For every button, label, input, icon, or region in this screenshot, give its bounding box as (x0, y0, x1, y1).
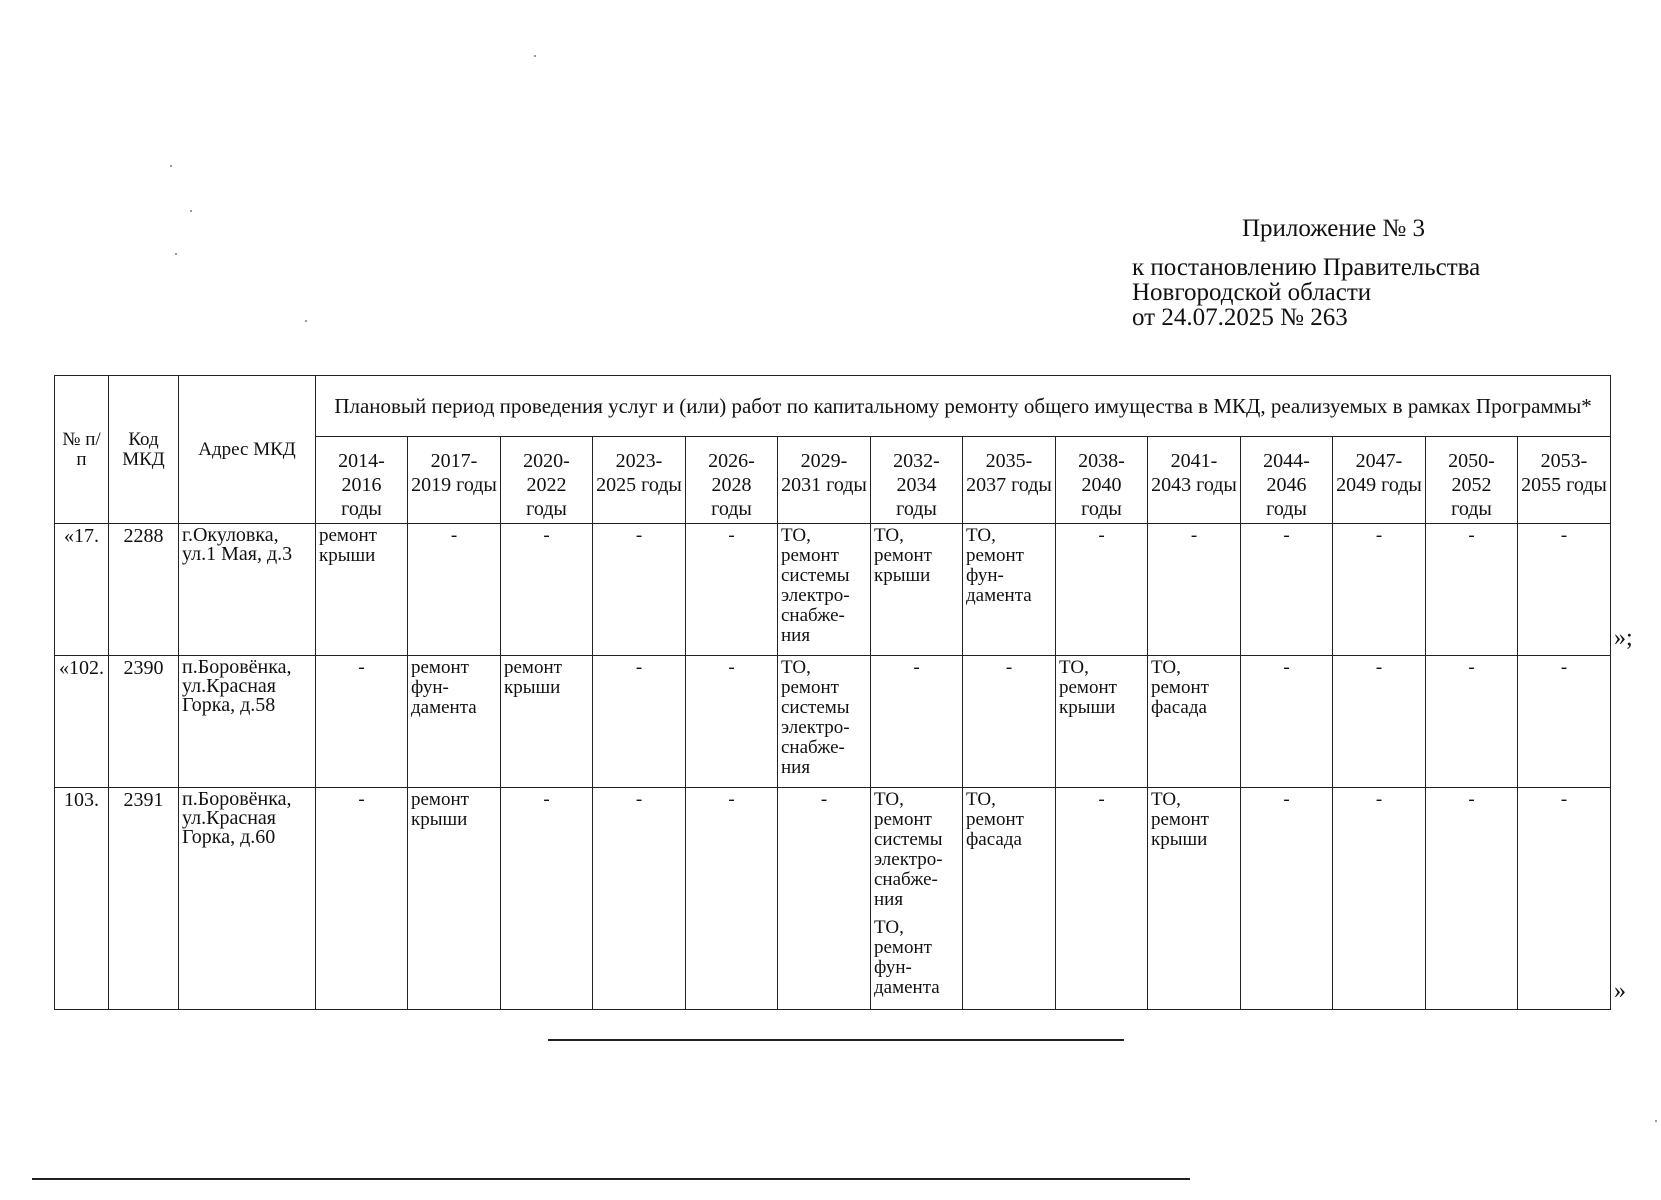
header-year-8: 2038-2040 годы (1056, 437, 1148, 524)
header-year-11: 2047-2049 годы (1333, 437, 1426, 524)
row-cell-empty: - (1518, 788, 1611, 1010)
row-code: 2390 (109, 656, 179, 788)
header-year-2: 2020-2022 годы (501, 437, 593, 524)
row-cell-empty: - (686, 524, 778, 656)
row-code: 2288 (109, 524, 179, 656)
row-code: 2391 (109, 788, 179, 1010)
header-year-6: 2032-2034 годы (871, 437, 963, 524)
scan-speck (170, 165, 172, 167)
row-cell-empty: - (1148, 524, 1241, 656)
header-num: № п/п (55, 376, 109, 524)
row-cell-empty: - (1426, 524, 1518, 656)
row-cell-empty: - (593, 788, 686, 1010)
row-cell-work: ТО, ремонт фасада (1148, 656, 1241, 788)
scan-speck (190, 210, 192, 212)
row-cell-empty: - (1241, 788, 1333, 1010)
work-item: ТО, ремонт системы электро-снабже-ния (874, 789, 943, 910)
footer-separator-line (548, 1039, 1124, 1041)
page-bottom-edge-line (32, 1178, 1190, 1180)
row-cell-empty: - (686, 656, 778, 788)
row-cell-empty: - (316, 788, 408, 1010)
appendix-line-3: от 24.07.2025 № 263 (1132, 304, 1348, 331)
row-cell-empty: - (1333, 524, 1426, 656)
row-number: «17. (55, 524, 109, 656)
row-cell-work: ТО, ремонт фасада (963, 788, 1056, 1010)
row-cell-work: ремонт крыши (408, 788, 501, 1010)
row-number: 103. (55, 788, 109, 1010)
closing-quote-2: » (1614, 978, 1626, 1004)
table-row (55, 788, 1611, 1010)
row-cell-empty: - (1426, 656, 1518, 788)
appendix-line-2: Новгородской области (1132, 279, 1372, 306)
row-cell-empty: - (778, 788, 871, 1010)
header-year-10: 2044-2046 годы (1241, 437, 1333, 524)
row-cell-empty: - (501, 524, 593, 656)
row-cell-work: ремонт крыши (316, 524, 408, 656)
scan-speck (305, 320, 307, 322)
scan-speck (1655, 1120, 1657, 1122)
row-cell-work: ТО, ремонт крыши (1148, 788, 1241, 1010)
row-cell-empty: - (1241, 524, 1333, 656)
header-year-0: 2014-2016 годы (316, 437, 408, 524)
header-year-13: 2053-2055 годы (1518, 437, 1611, 524)
table-row (55, 656, 1611, 788)
scan-speck (534, 55, 536, 57)
header-year-3: 2023-2025 годы (593, 437, 686, 524)
row-cell-work (871, 788, 963, 1010)
header-address: Адрес МКД (179, 376, 316, 524)
row-cell-empty: - (316, 656, 408, 788)
row-cell-empty: - (408, 524, 501, 656)
header-year-12: 2050-2052 годы (1426, 437, 1518, 524)
scan-speck (175, 253, 177, 255)
row-cell-empty: - (593, 524, 686, 656)
repair-schedule-table (54, 375, 1611, 1010)
row-cell-empty: - (1426, 788, 1518, 1010)
header-code: Код МКД (109, 376, 179, 524)
row-cell-work: ремонт крыши (501, 656, 593, 788)
row-cell-work: ремонт фун-дамента (408, 656, 501, 788)
table-row (55, 524, 1611, 656)
row-cell-work: ТО, ремонт фун-дамента (963, 524, 1056, 656)
row-cell-empty: - (871, 656, 963, 788)
row-address: г.Окуловка, ул.1 Мая, д.3 (179, 524, 316, 656)
row-cell-empty: - (1056, 524, 1148, 656)
appendix-line-1: к постановлению Правительства (1132, 254, 1481, 281)
row-number: «102. (55, 656, 109, 788)
row-address: п.Боровёнка, ул.Красная Горка, д.58 (179, 656, 316, 788)
closing-quote-1: »; (1614, 625, 1633, 651)
row-cell-empty: - (593, 656, 686, 788)
header-year-7: 2035-2037 годы (963, 437, 1056, 524)
row-cell-empty: - (1518, 656, 1611, 788)
row-cell-empty: - (1333, 656, 1426, 788)
row-cell-work: ТО, ремонт крыши (1056, 656, 1148, 788)
appendix-title: Приложение № 3 (1242, 215, 1426, 242)
header-year-4: 2026-2028 годы (686, 437, 778, 524)
header-year-5: 2029-2031 годы (778, 437, 871, 524)
row-cell-empty: - (963, 656, 1056, 788)
row-cell-empty: - (1056, 788, 1148, 1010)
row-cell-work: ТО, ремонт системы электро-снабже-ния (778, 524, 871, 656)
row-cell-empty: - (686, 788, 778, 1010)
row-cell-empty: - (1333, 788, 1426, 1010)
header-period: Плановый период проведения услуг и (или) работ по капитальному ремонту общего имущества в МКД, реализуемых в рамках Программы* (316, 376, 1611, 437)
row-cell-work: ТО, ремонт системы электро-снабже-ния (778, 656, 871, 788)
row-cell-empty: - (501, 788, 593, 1010)
work-item-extra: ТО, ремонт фун-дамента (874, 917, 940, 998)
header-year-9: 2041-2043 годы (1148, 437, 1241, 524)
row-address: п.Боровёнка, ул.Красная Горка, д.60 (179, 788, 316, 1010)
header-year-1: 2017-2019 годы (408, 437, 501, 524)
appendix-block (1132, 215, 1632, 330)
row-cell-empty: - (1518, 524, 1611, 656)
row-cell-work: ТО, ремонт крыши (871, 524, 963, 656)
row-cell-empty: - (1241, 656, 1333, 788)
